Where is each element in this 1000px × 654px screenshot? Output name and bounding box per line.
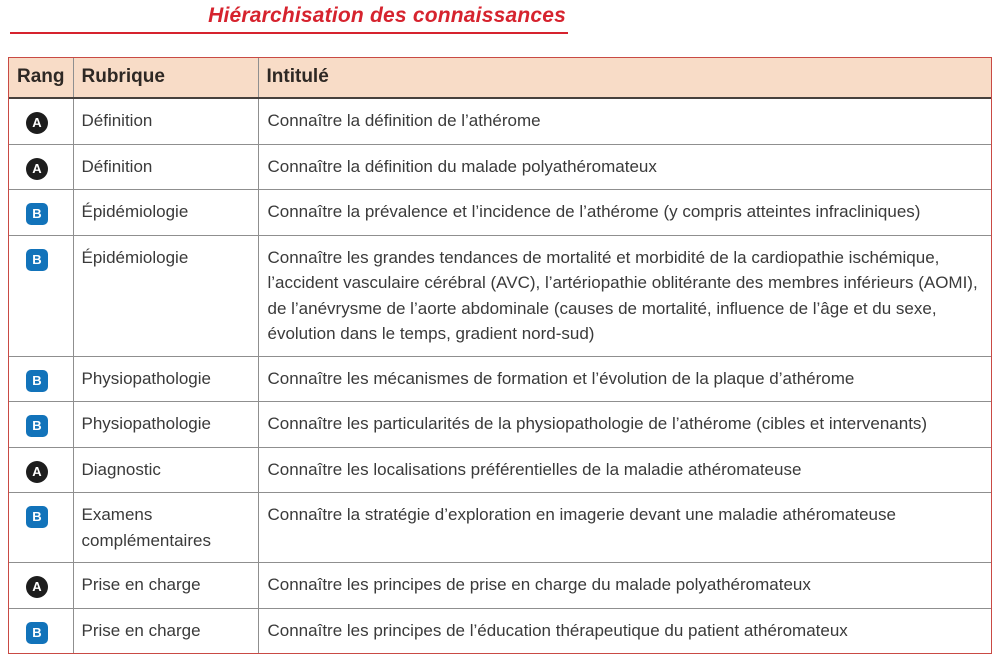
rubrique-cell: Définition [73, 144, 258, 190]
table-row [9, 402, 991, 448]
table-row [9, 190, 991, 236]
rank-cell [9, 402, 73, 448]
table-row [9, 563, 991, 609]
rank-badge: B [26, 415, 48, 437]
table-row [9, 356, 991, 402]
intitule-cell: Connaître les localisations préférentielles de la maladie athéromateuse [258, 447, 991, 493]
rubrique-cell: Définition [73, 98, 258, 144]
intitule-cell: Connaître les principes de l’éducation thérapeutique du patient athéromateux [258, 608, 991, 653]
table-row [9, 98, 991, 144]
intitule-cell: Connaître les principes de prise en charge du malade polyathéromateux [258, 563, 991, 609]
rank-badge: A [26, 576, 48, 598]
intitule-cell: Connaître les grandes tendances de mortalité et morbidité de la cardiopathie ischémique, l’accident vasculaire cérébral (AVC), l’artériopathie oblitérante des membres inférieurs (AOMI), de l’anévrysme de l’aorte abdominale (causes de mortalité, influence de l’âge et du sexe, évolution dans le temps, gradient nord-sud) [258, 235, 991, 356]
rubrique-cell: Prise en charge [73, 608, 258, 653]
title-underline [10, 4, 568, 34]
rubrique-cell: Diagnostic [73, 447, 258, 493]
knowledge-table-frame [8, 57, 992, 654]
intitule-cell: Connaître les particularités de la physiopathologie de l’athérome (cibles et intervenants) [258, 402, 991, 448]
rubrique-cell: Physiopathologie [73, 402, 258, 448]
column-header-rang: Rang [9, 58, 73, 98]
intitule-cell: Connaître la stratégie d’exploration en imagerie devant une maladie athéromateuse [258, 493, 991, 563]
column-header-rubrique: Rubrique [73, 58, 258, 98]
knowledge-table [9, 58, 991, 653]
rank-badge: A [26, 461, 48, 483]
rank-cell [9, 356, 73, 402]
table-row [9, 493, 991, 563]
rank-cell [9, 144, 73, 190]
table-row [9, 144, 991, 190]
rubrique-cell: Épidémiologie [73, 190, 258, 236]
rank-cell [9, 493, 73, 563]
header-row [9, 58, 991, 98]
rank-badge: A [26, 112, 48, 134]
table-row [9, 608, 991, 653]
page-title: Hiérarchisation des connaissances [208, 4, 566, 27]
intitule-cell: Connaître la définition du malade polyathéromateux [258, 144, 991, 190]
rank-badge: B [26, 249, 48, 271]
rank-cell [9, 235, 73, 356]
rubrique-cell: Physiopathologie [73, 356, 258, 402]
rank-badge: B [26, 622, 48, 644]
rubrique-cell: Prise en charge [73, 563, 258, 609]
intitule-cell: Connaître les mécanismes de formation et l’évolution de la plaque d’athérome [258, 356, 991, 402]
rank-cell [9, 608, 73, 653]
rank-badge: B [26, 370, 48, 392]
rank-cell [9, 563, 73, 609]
rubrique-cell: Examens complémentaires [73, 493, 258, 563]
table-row [9, 447, 991, 493]
rank-cell [9, 98, 73, 144]
rubrique-cell: Épidémiologie [73, 235, 258, 356]
rank-badge: B [26, 506, 48, 528]
rank-cell [9, 190, 73, 236]
rank-badge: A [26, 158, 48, 180]
column-header-intitule: Intitulé [258, 58, 991, 98]
rank-cell [9, 447, 73, 493]
intitule-cell: Connaître la définition de l’athérome [258, 98, 991, 144]
table-row [9, 235, 991, 356]
intitule-cell: Connaître la prévalence et l’incidence de l’athérome (y compris atteintes infracliniques) [258, 190, 991, 236]
rank-badge: B [26, 203, 48, 225]
